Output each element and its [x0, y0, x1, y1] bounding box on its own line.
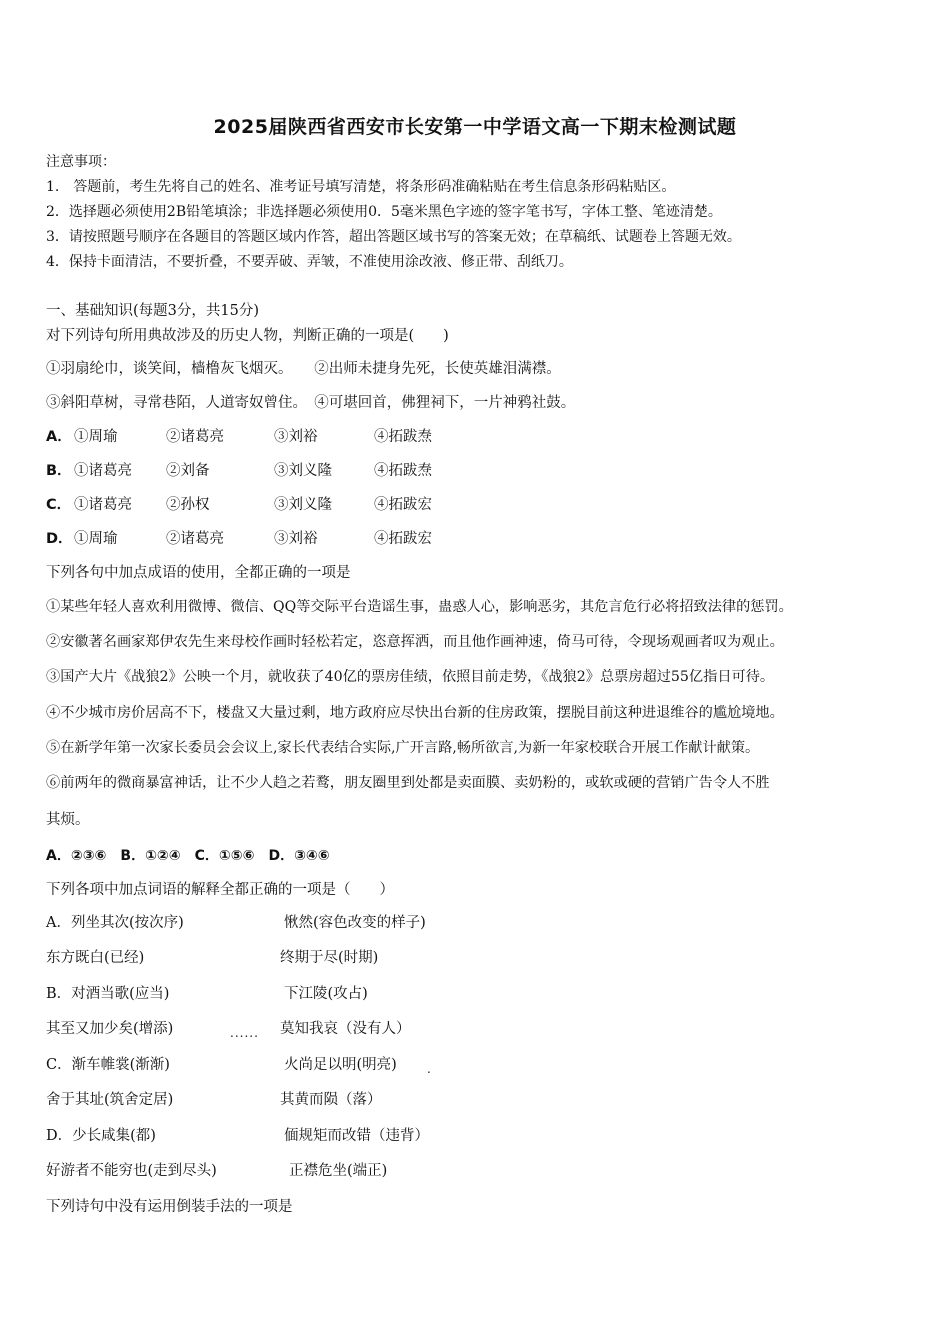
q2-stem: 下列各句中加点成语的使用，全都正确的一项是 [46, 565, 351, 581]
q3-row-left: D．少长咸集(都) [46, 1128, 156, 1144]
option-letter: B． [46, 463, 72, 479]
option-part: ①周瑜 [74, 531, 118, 547]
q3-row-right: 其黄而陨（落） [280, 1092, 382, 1108]
section-heading: 一、基础知识(每题3分，共15分) [46, 303, 259, 319]
q3-row-left: B．对酒当歌(应当) [46, 986, 170, 1002]
option-part: ①诸葛亮 [74, 497, 132, 513]
q2-sentence-4: ④不少城市房价居高不下，楼盘又大量过剩，地方政府应尽快出台新的住房政策，摆脱目前这种进退维谷的尴尬境地。 [46, 705, 784, 721]
option-part: ②孙权 [166, 497, 210, 513]
q4-stem: 下列诗句中没有运用倒装手法的一项是 [46, 1199, 293, 1215]
q3-row-right: 偭规矩而改错（违背） [284, 1128, 429, 1144]
q3-row-right: 正襟危坐(端正) [289, 1163, 388, 1179]
q3-row-right: 下江陵(攻占) [284, 986, 368, 1002]
emphasis-dots: ...... [230, 1026, 259, 1040]
option-part: ④拓跋焘 [374, 463, 432, 479]
option-part: ③刘裕 [274, 531, 318, 547]
q1-poem-line-2: ③斜阳草树，寻常巷陌，人道寄奴曾住。 ④可堪回首，佛狸祠下，一片神鸦社鼓。 [46, 395, 576, 411]
option-part: ②刘备 [166, 463, 210, 479]
option-part: ②诸葛亮 [166, 531, 224, 547]
notice-item-1: 1. 答题前，考生先将自己的姓名、准考证号填写清楚，将条形码准确粘贴在考生信息条形码粘贴区。 [46, 179, 676, 195]
q2-sentence-2: ②安徽著名画家郑伊农先生来母校作画时轻松若定，恣意挥洒，而且他作画神速，倚马可待，令现场观画者叹为观止。 [46, 634, 784, 650]
notice-item-2: 2．选择题必须使用2B铅笔填涂；非选择题必须使用0．5毫米黑色字迹的签字笔书写，字体工整、笔迹清楚。 [46, 204, 722, 220]
option-part: ④拓跋宏 [374, 497, 432, 513]
q3-row-left: 舍于其址(筑舍定居) [46, 1092, 174, 1108]
notice-item-3: 3．请按照题号顺序在各题目的答题区域内作答，超出答题区域书写的答案无效；在草稿纸、试题卷上答题无效。 [46, 229, 741, 245]
option-part: ④拓跋宏 [374, 531, 432, 547]
emphasis-dot: . [427, 1062, 431, 1076]
option-part: ④拓跋焘 [374, 429, 432, 445]
option-part: ③刘义隆 [274, 463, 332, 479]
option-part: ③刘义隆 [274, 497, 332, 513]
notice-heading: 注意事项： [46, 154, 116, 170]
q3-row-left: A．列坐其次(按次序) [46, 915, 184, 931]
q1-stem: 对下列诗句所用典故涉及的历史人物，判断正确的一项是( ) [46, 328, 449, 344]
q3-row-right: 火尚足以明(明亮) [284, 1057, 397, 1073]
q2-sentence-6a: ⑥前两年的微商暴富神话，让不少人趋之若鹜，朋友圈里到处都是卖面膜、卖奶粉的，或软或硬的营销广告令人不胜 [46, 775, 770, 791]
q3-row-right: 终期于尽(时期) [280, 950, 379, 966]
q3-row-left: C．渐车帷裳(渐渐) [46, 1057, 170, 1073]
q3-row-right: 愀然(容色改变的样子) [284, 915, 426, 931]
q3-row-right: 莫知我哀（没有人） [280, 1021, 411, 1037]
option-letter: C． [46, 497, 72, 513]
q2-sentence-5: ⑤在新学年第一次家长委员会会议上,家长代表结合实际,广开言路,畅所欲言,为新一年家校联合开展工作献计献策。 [46, 740, 760, 756]
q2-sentence-6b: 其烦。 [46, 812, 90, 828]
q3-row-left: 其至又加少矣(增添) [46, 1021, 174, 1037]
q2-options: A．②③⑥ B．①②④ C．①⑤⑥ D．③④⑥ [46, 848, 330, 864]
option-part: ①周瑜 [74, 429, 118, 445]
q1-poem-line-1: ①羽扇纶巾，谈笑间，樯橹灰飞烟灭。 ②出师未捷身先死，长使英雄泪满襟。 [46, 361, 561, 377]
option-part: ①诸葛亮 [74, 463, 132, 479]
option-part: ③刘裕 [274, 429, 318, 445]
q3-row-left: 好游者不能穷也(走到尽头) [46, 1163, 217, 1179]
option-letter: D． [46, 531, 73, 547]
notice-item-4: 4．保持卡面清洁，不要折叠，不要弄破、弄皱，不准使用涂改液、修正带、刮纸刀。 [46, 254, 573, 270]
q2-sentence-1: ①某些年轻人喜欢利用微博、微信、QQ等交际平台造谣生事，蛊惑人心，影响恶劣，其危言危行必将招致法律的惩罚。 [46, 599, 793, 615]
page-title: 2025届陕西省西安市长安第一中学语文高一下期末检测试题 [213, 116, 737, 138]
q3-row-left: 东方既白(已经) [46, 950, 145, 966]
option-part: ②诸葛亮 [166, 429, 224, 445]
q3-stem: 下列各项中加点词语的解释全都正确的一项是（ ） [46, 882, 394, 898]
q2-sentence-3: ③国产大片《战狼2》公映一个月，就收获了40亿的票房佳绩，依照目前走势，《战狼2》总票房超过55亿指日可待。 [46, 669, 775, 685]
option-letter: A． [46, 429, 72, 445]
